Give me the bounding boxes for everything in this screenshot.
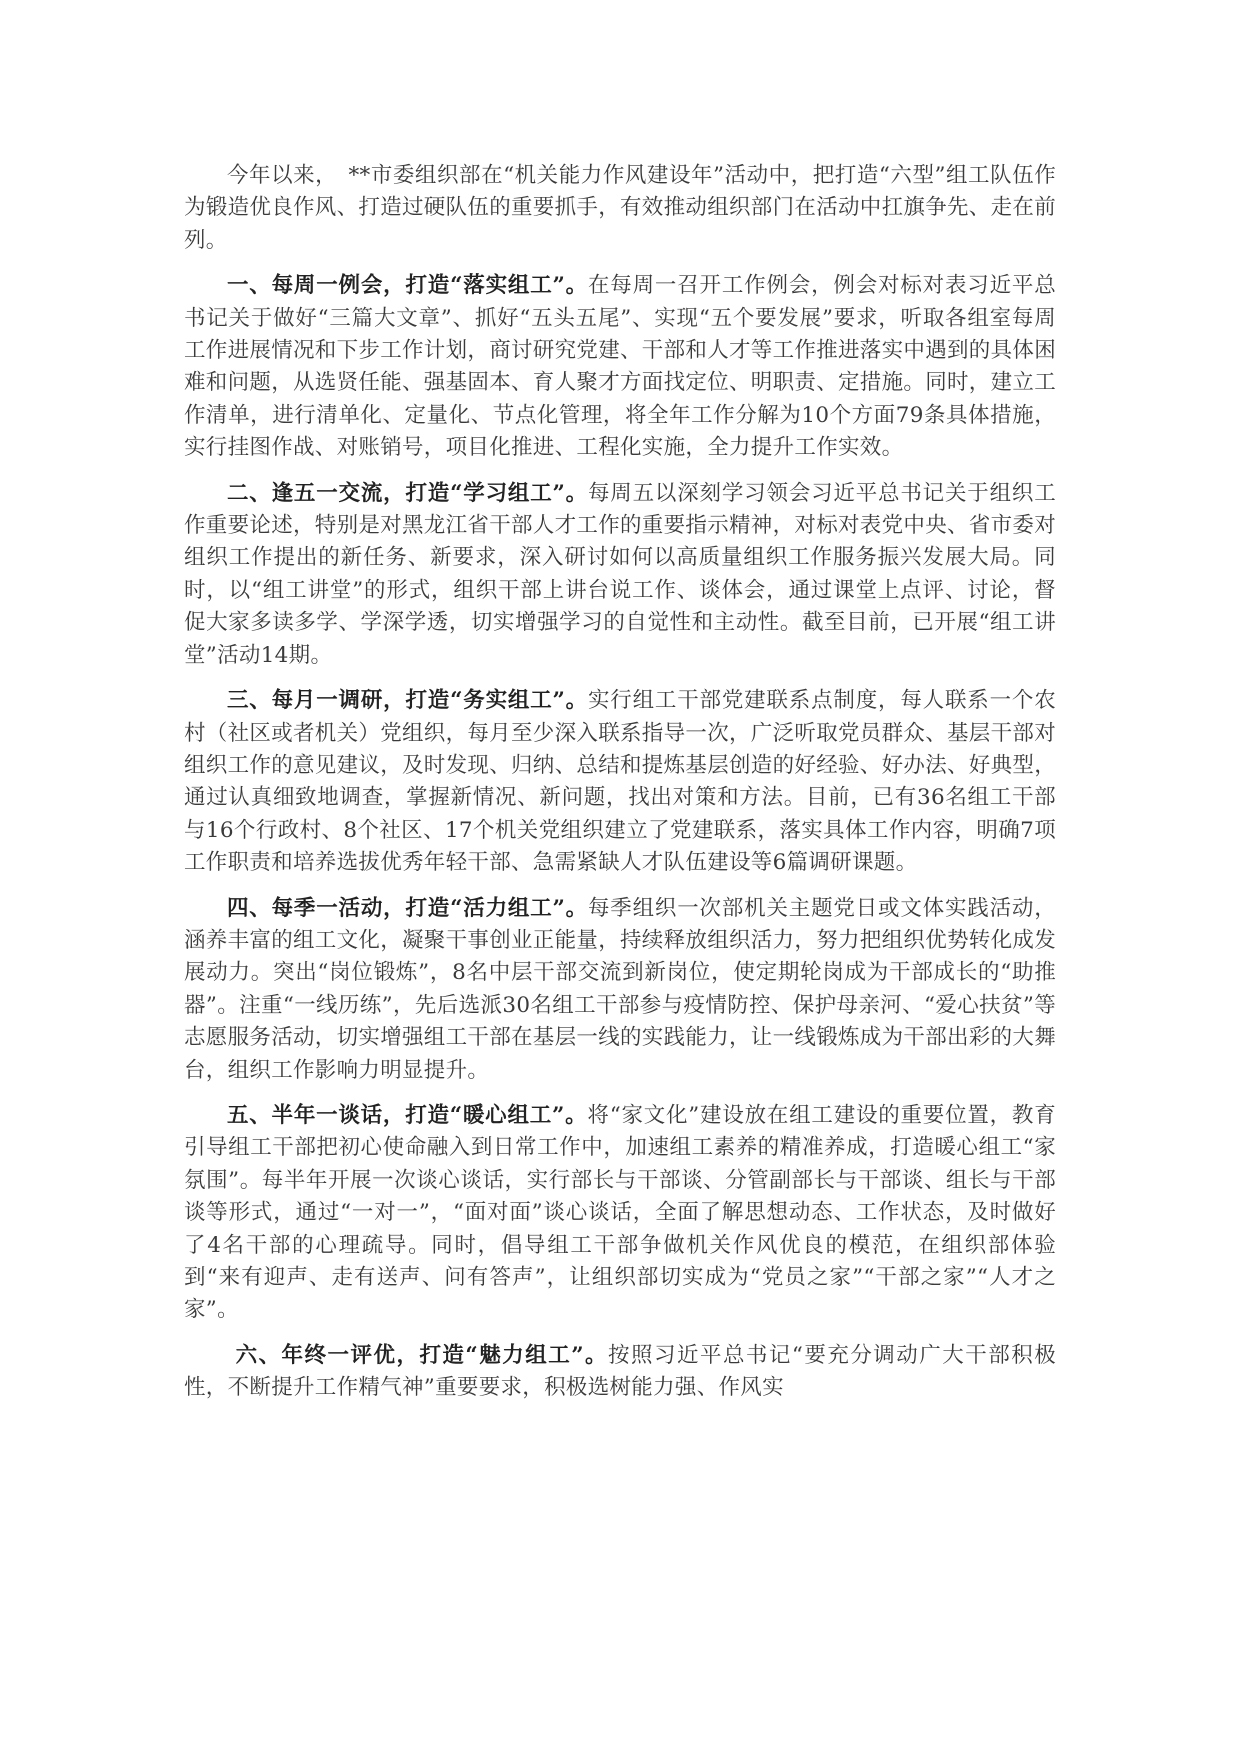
- section-body-1: 在每周一召开工作例会，例会对标对表习近平总书记关于做好“三篇大文章”、抓好“五头五尾”、实现“五个要发展”要求，听取各组室每周工作进展情况和下步工作计划，商讨研究党建、干部和人才等工作推进落实中遇到的具体困难和问题，从选贤任能、强基固本、育人聚才方面找定位、明职责、定措施。同时，建立工作清单，进行清单化、定量化、节点化管理，将全年工作分解为10个方面79条具体措施，实行挂图作战、对账销号，项目化推进、工程化实施，全力提升工作实效。: [184, 273, 1057, 461]
- section-paragraph-4: [184, 893, 1056, 1087]
- section-body-3: 实行组工干部党建联系点制度，每人联系一个农村（社区或者机关）党组织，每月至少深入联系指导一次，广泛听取党员群众、基层干部对组织工作的意见建议，及时发现、归纳、总结和提炼基层创造的好经验、好办法、好典型，通过认真细致地调查，掌握新情况、新问题，找出对策和方法。目前，已有36名组工干部与16个行政村、8个社区、17个机关党组织建立了党建联系，落实具体工作内容，明确7项工作职责和培养选拔优秀年轻干部、急需紧缺人才队伍建设等6篇调研课题。: [184, 688, 1057, 876]
- section-body-5: 将“家文化”建设放在组工建设的重要位置，教育引导组工干部把初心使命融入到日常工作中，加速组工素养的精准养成，打造暖心组工“家氛围”。每半年开展一次谈心谈话，实行部长与干部谈、分管副部长与干部谈、组长与干部谈等形式，通过“一对一”，“面对面”谈心谈话，全面了解思想动态、工作状态，及时做好了4名干部的心理疏导。同时，倡导组工干部争做机关作风优良的模范，在组织部体验到“来有迎声、走有送声、问有答声”，让组织部切实成为“党员之家”“干部之家”“人才之家”。: [184, 1102, 1056, 1323]
- section-paragraph-2: [184, 478, 1056, 672]
- section-heading-1: 一、每周一例会，打造“落实组工”。: [227, 273, 588, 299]
- intro-paragraph: 今年以来， **市委组织部在“机关能力作风建设年”活动中，把打造“六型”组工队伍作为锻造优良作风、打造过硬队伍的重要抓手，有效推动组织部门在活动中扛旗争先、走在前列。: [184, 163, 1057, 253]
- section-paragraph-5: [184, 1100, 1056, 1327]
- section-paragraph-3: [184, 685, 1056, 879]
- section-body-2: 每周五以深刻学习领会习近平总书记关于组织工作重要论述，特别是对黑龙江省干部人才工作的重要指示精神，对标对表党中央、省市委对组织工作提出的新任务、新要求，深入研讨如何以高质量组织工作服务振兴发展大局。同时，以“组工讲堂”的形式，组织干部上讲台说工作、谈体会，通过课堂上点评、讨论，督促大家多读多学、学深学透，切实增强学习的自觉性和主动性。截至目前，已开展“组工讲堂”活动14期。: [184, 480, 1057, 668]
- section-heading-4: 四、每季一活动，打造“活力组工”。: [227, 895, 588, 921]
- section-heading-6: 六、年终一评优，打造“魅力组工”。: [235, 1342, 609, 1368]
- section-paragraph-6: [184, 1340, 1056, 1405]
- section-paragraph-1: [184, 270, 1056, 464]
- section-body-4: 每季组织一次部机关主题党日或文体实践活动，涵养丰富的组工文化，凝聚干事创业正能量，持续释放组织活力，努力把组织优势转化成发展动力。突出“岗位锻炼”，8名中层干部交流到新岗位，使定期轮岗成为干部成长的“助推器”。注重“一线历练”，先后选派30名组工干部参与疫情防控、保护母亲河、“爱心扶贫”等志愿服务活动，切实增强组工干部在基层一线的实践能力，让一线锻炼成为干部出彩的大舞台，组织工作影响力明显提升。: [184, 895, 1057, 1083]
- section-heading-5: 五、半年一谈话，打造“暖心组工”。: [227, 1102, 588, 1128]
- section-heading-3: 三、每月一调研，打造“务实组工”。: [227, 688, 588, 714]
- document-page: [184, 160, 1056, 1418]
- section-body-6: 按照习近平总书记“要充分调动广大干部积极性，不断提升工作精气神”重要要求，积极选树能力强、作风实: [184, 1342, 1056, 1401]
- section-heading-2: 二、逢五一交流，打造“学习组工”。: [227, 480, 588, 506]
